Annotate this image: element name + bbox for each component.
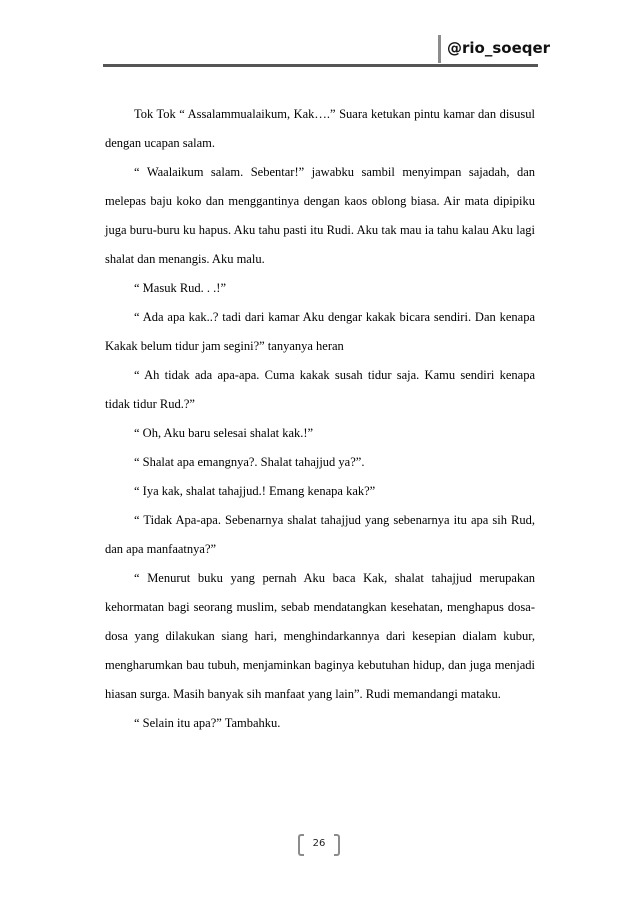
- paragraph: Tok Tok “ Assalammualaikum, Kak….” Suara ketukan pintu kamar dan disusul dengan ucapan salam.: [105, 107, 535, 150]
- paragraph: “ Ah tidak ada apa-apa. Cuma kakak susah tidur saja. Kamu sendiri kenapa tidak tidur Rud.?”: [105, 368, 535, 411]
- paragraph: “ Selain itu apa?” Tambahku.: [134, 716, 281, 730]
- paragraph: “ Tidak Apa-apa. Sebenarnya shalat tahajjud yang sebenarnya itu apa sih Rud, dan apa manfaatnya?”: [105, 513, 535, 556]
- author-handle: @rio_soeqer: [447, 39, 551, 57]
- right-bracket-icon: [334, 834, 340, 856]
- paragraph: “ Oh, Aku baru selesai shalat kak.!”: [134, 426, 314, 440]
- header-accent-bar: [438, 35, 441, 63]
- paragraph: “ Menurut buku yang pernah Aku baca Kak, shalat tahajjud merupakan kehormatan bagi seorang muslim, sebab mendatangkan kesehatan, menghapus dosa-dosa yang dilakukan siang hari, menghindarkannya dari kesepian dialam kubur, mengharumkan bau tubuh, menjaminkan baginya kebutuhan hidup, dan juga menjadi hiasan surga. Masih banyak sih manfaat yang lain”. Rudi memandangi mataku.: [105, 571, 535, 701]
- paragraph: “ Waalaikum salam. Sebentar!” jawabku sambil menyimpan sajadah, dan melepas baju koko dan menggantinya dengan kaos oblong biasa. Air mata dipipiku juga buru-buru ku hapus. Aku tahu pasti itu Rudi. Aku tak mau ia tahu kalau Aku lagi shalat dan menangis. Aku malu.: [105, 165, 535, 266]
- page-number: 26: [312, 838, 326, 849]
- page-footer: [0, 834, 638, 864]
- story-text: [105, 100, 535, 738]
- paragraph: “ Ada apa kak..? tadi dari kamar Aku dengar kakak bicara sendiri. Dan kenapa Kakak belum tidur jam segini?” tanyanya heran: [105, 310, 535, 353]
- page-header: [0, 0, 638, 70]
- header-rule: [103, 64, 538, 67]
- paragraph: “ Iya kak, shalat tahajjud.! Emang kenapa kak?”: [134, 484, 376, 498]
- paragraph: “ Masuk Rud. . .!”: [134, 281, 226, 295]
- paragraph: “ Shalat apa emangnya?. Shalat tahajjud ya?”.: [134, 455, 365, 469]
